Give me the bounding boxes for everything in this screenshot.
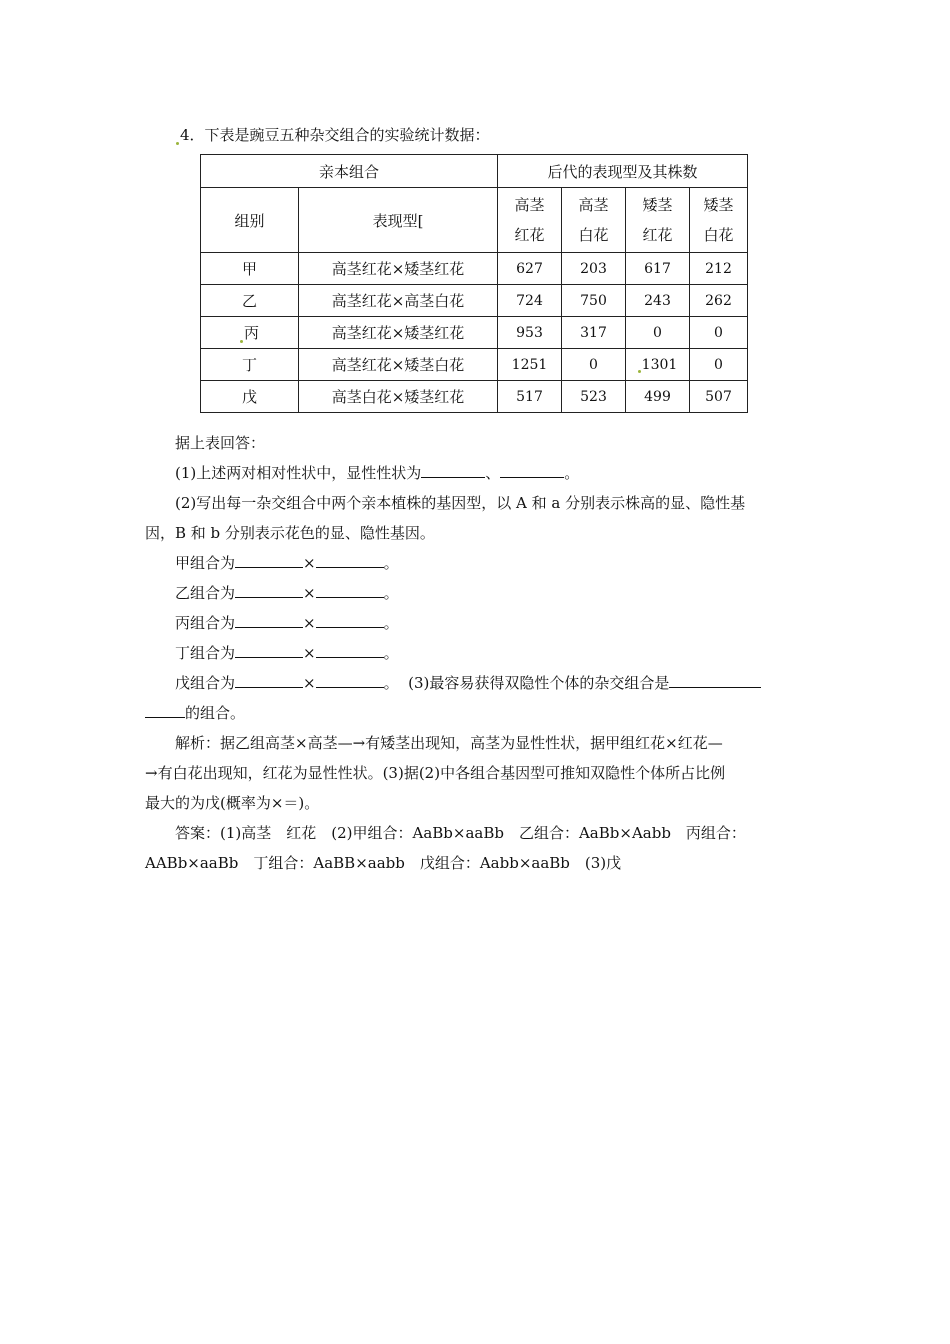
count-cell: 203 [562,253,626,285]
question-body [145,428,810,878]
group-cell: 丁 [201,349,299,381]
count-cell: 617 [626,253,690,285]
count-cell: 517 [498,381,562,413]
answer-blank[interactable] [316,611,384,628]
answer-line-2: AABb×aaBb 丁组合：AaBB×aabb 戊组合：Aabb×aaBb (3)戊 [145,854,622,872]
table-header-row [201,155,748,188]
cross-cell: 高茎红花×矮茎红花 [299,317,498,349]
answer-line-1: 答案：(1)高茎 红花 (2)甲组合：AaBb×aaBb 乙组合：AaBb×Aabb 丙组合： [175,824,746,842]
cross-data-table [200,154,748,413]
count-cell: 262 [690,285,748,317]
phenotype-header: 表现型[ [299,188,498,253]
answer-blank[interactable] [235,611,303,628]
count-cell: 953 [498,317,562,349]
count-cell: 750 [562,285,626,317]
sub-question-2-line1: (2)写出每一杂交组合中两个亲本植株的基因型，以 A 和 a 分别表示株高的显、隐性基 [175,494,746,512]
table-row [201,285,748,317]
answer-blank[interactable] [235,581,303,598]
table-row [201,349,748,381]
count-cell: 724 [498,285,562,317]
count-cell: 243 [626,285,690,317]
group-header: 组别 [201,188,299,253]
yi-combination-line: 乙组合为 × 。 [145,578,810,608]
answer-blank[interactable] [145,701,185,718]
count-cell: 0 [690,317,748,349]
group-cell: 乙 [201,285,299,317]
analysis-line-2: →有白花出现知，红花为显性性状。(3)据(2)中各组合基因型可推知双隐性个体所占比例 [145,764,726,782]
table-row [201,317,748,349]
wu-combination-line: 戊组合为 × 。 (3)最容易获得双隐性个体的杂交组合是 [145,668,810,698]
sub-question-1: (1)上述两对相对性状中，显性性状为 、 。 [145,458,810,488]
count-cell: 507 [690,381,748,413]
count-cell: 0 [562,349,626,381]
answer-blank[interactable] [500,461,564,478]
group-cell: 戊 [201,381,299,413]
question-number: 4． [180,126,205,144]
speck-mark [176,142,179,145]
count-cell: 1301 [626,349,690,381]
cross-cell: 高茎红花×矮茎白花 [299,349,498,381]
offspring-column-header: 矮茎 白花 [690,188,748,253]
answer-blank[interactable] [316,551,384,568]
count-cell: 1251 [498,349,562,381]
question-text: 下表是豌豆五种杂交组合的实验统计数据： [204,126,490,144]
ding-combination-line: 丁组合为 × 。 [145,638,810,668]
bing-combination-line: 丙组合为 × 。 [145,608,810,638]
question-title [176,124,490,145]
answer-blank[interactable] [316,581,384,598]
speck-mark [638,370,641,373]
count-cell: 0 [626,317,690,349]
answer-blank[interactable] [235,671,303,688]
parent-combination-header: 亲本组合 [201,155,498,188]
count-cell: 0 [690,349,748,381]
sub-question-3: (3)最容易获得双隐性个体的杂交组合是 [408,674,670,692]
count-cell: 499 [626,381,690,413]
sub-question-2-line2: 因，B 和 b 分别表示花色的显、隐性基因。 [145,524,435,542]
answer-blank[interactable] [316,641,384,658]
count-cell: 212 [690,253,748,285]
answer-blank[interactable] [235,641,303,658]
offspring-column-header: 高茎 白花 [562,188,626,253]
speck-mark [240,340,243,343]
analysis-line-3: 最大的为戊(概率为×＝)。 [145,794,320,812]
cross-cell: 高茎红花×矮茎红花 [299,253,498,285]
answer-blank[interactable] [669,671,761,688]
offspring-header: 后代的表现型及其株数 [498,155,748,188]
group-cell: 甲 [201,253,299,285]
cross-cell: 高茎白花×矮茎红花 [299,381,498,413]
answer-lead: 据上表回答： [175,434,266,452]
count-cell: 317 [562,317,626,349]
group-cell: 丙 [201,317,299,349]
table-row [201,253,748,285]
answer-blank[interactable] [235,551,303,568]
answer-blank[interactable] [316,671,384,688]
count-cell: 523 [562,381,626,413]
cross-cell: 高茎红花×高茎白花 [299,285,498,317]
offspring-column-header: 高茎 红花 [498,188,562,253]
analysis-line-1: 解析：据乙组高茎×高茎—→有矮茎出现知，高茎为显性性状，据甲组红花×红花— [175,734,723,752]
count-cell: 627 [498,253,562,285]
offspring-column-header: 矮茎 红花 [626,188,690,253]
table-subheader-row [201,188,748,253]
sub-question-3-end: 的组合。 [145,698,810,728]
answer-blank[interactable] [421,461,485,478]
table-row [201,381,748,413]
jia-combination-line: 甲组合为 × 。 [145,548,810,578]
